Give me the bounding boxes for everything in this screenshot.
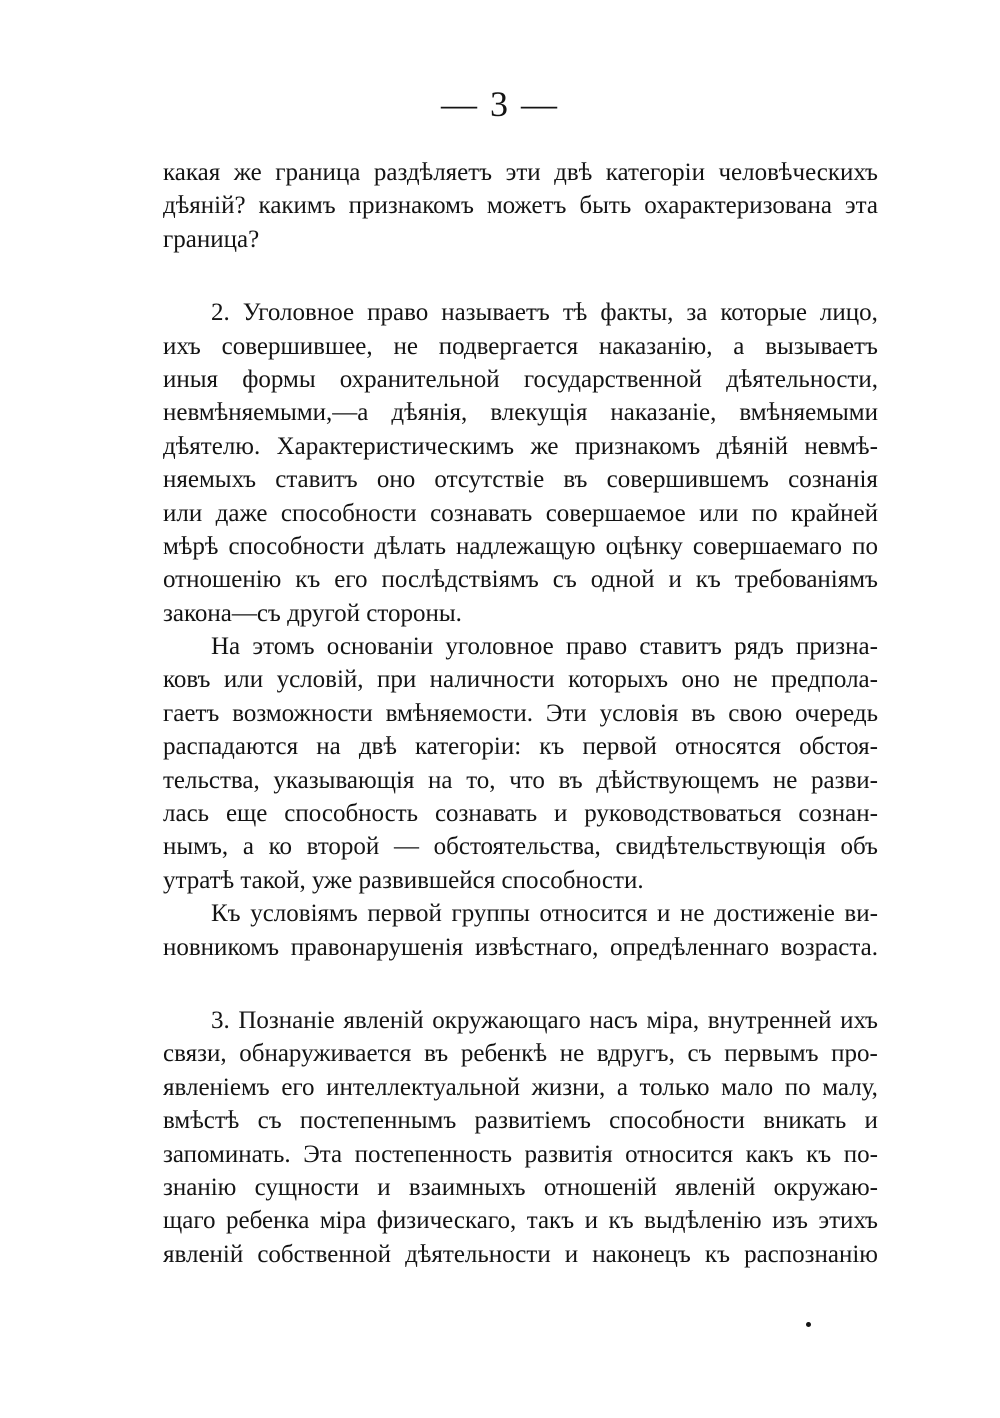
text-line: Къ условіямъ первой группы относится и не достиженіе ви- bbox=[211, 900, 878, 928]
text-line: дѣяній? какимъ признакомъ можетъ быть охарактеризована эта bbox=[163, 192, 878, 220]
body-text bbox=[163, 156, 878, 1271]
text-line: новникомъ правонарушенія извѣстнаго, опредѣленнаго возраста. bbox=[163, 933, 878, 961]
paragraph-first-group bbox=[163, 897, 878, 964]
paragraph-conditions bbox=[163, 630, 878, 897]
text-line: явленіемъ его интеллектуальной жизни, а только мало по малу, bbox=[163, 1073, 878, 1101]
text-line: нымъ, а ко второй — обстоятельства, свидѣтельствующія объ bbox=[163, 833, 878, 861]
text-line: щаго ребенка міра физическаго, такъ и къ выдѣленію изъ этихъ bbox=[163, 1207, 878, 1235]
text-line: какая же граница раздѣляетъ эти двѣ категоріи человѣческихъ bbox=[163, 159, 878, 186]
text-line: мѣрѣ способности дѣлать надлежащую оцѣнку совершаемаго по bbox=[163, 532, 878, 560]
text-line: няемыхъ ставитъ оно отсутствіе въ совершившемъ сознанія bbox=[163, 466, 878, 494]
paragraph-section-2 bbox=[163, 296, 878, 630]
text-line: иныя формы охранительной государственной дѣятельности, bbox=[163, 365, 878, 393]
text-line: утратѣ такой, уже развившейся способности. bbox=[163, 866, 644, 894]
text-line: дѣятелю. Характеристическимъ же признакомъ дѣяній невмѣ- bbox=[163, 432, 878, 460]
text-line: знанію сущности и взаимныхъ отношеній явленій окружаю- bbox=[163, 1173, 878, 1201]
text-line: 2. Уголовное право называетъ тѣ факты, за которые лицо, bbox=[211, 299, 878, 327]
text-line: ихъ совершившее, не подвергается наказанію, а вызываетъ bbox=[163, 332, 878, 360]
text-line: связи, обнаруживается въ ребенкѣ не вдругъ, съ первымъ про- bbox=[163, 1040, 878, 1068]
page-number: — 3 — bbox=[441, 84, 559, 124]
text-line: На этомъ основаніи уголовное право ставитъ рядъ призна- bbox=[211, 633, 878, 661]
text-line: отношенію къ его послѣдствіямъ съ одной и къ требованіямъ bbox=[163, 566, 878, 594]
text-line: ковъ или условій, при наличности которыхъ оно не предпола- bbox=[163, 666, 878, 694]
paragraph-section-3 bbox=[163, 1004, 878, 1271]
text-line: или даже способности сознавать совершаемое или по крайней bbox=[163, 499, 878, 527]
ink-speck bbox=[806, 1322, 811, 1327]
text-line: явленій собственной дѣятельности и наконецъ къ распознанію bbox=[163, 1240, 878, 1268]
text-line: распадаются на двѣ категоріи: къ первой относятся обстоя- bbox=[163, 733, 878, 761]
text-line: лась еще способность сознавать и руководствоваться сознан- bbox=[163, 800, 878, 828]
text-line: 3. Познаніе явленій окружающаго насъ міра, внутренней ихъ bbox=[211, 1006, 878, 1034]
text-line: гаетъ возможности вмѣняемости. Эти условія въ свою очередь bbox=[163, 699, 878, 727]
text-line: запоминать. Эта постепенность развитія относится какъ къ по- bbox=[163, 1140, 878, 1168]
text-line: вмѣстѣ съ постепеннымъ развитіемъ способности вникать и bbox=[163, 1107, 878, 1135]
text-line: закона—съ другой стороны. bbox=[163, 599, 462, 627]
text-line: тельства, указывающія на то, что въ дѣйствующемъ не разви- bbox=[163, 766, 878, 794]
text-line: граница? bbox=[163, 225, 260, 253]
paragraph-continuation bbox=[163, 156, 878, 256]
text-line: невмѣняемыми,—а дѣянія, влекущія наказаніе, вмѣняемыми bbox=[163, 399, 878, 427]
